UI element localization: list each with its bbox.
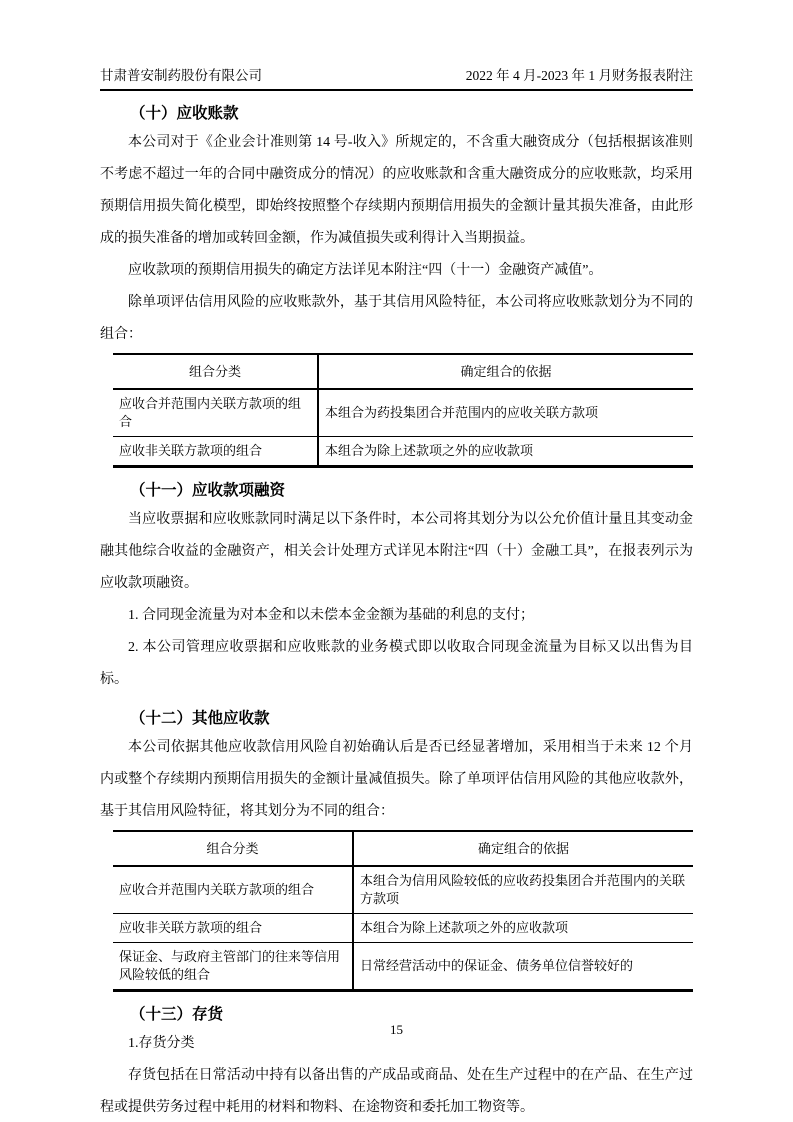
report-title: 2022 年 4 月-2023 年 1 月财务报表附注 <box>465 68 693 83</box>
list-item: 2. 本公司管理应收票据和应收账款的业务模式即以收取合同现金流量为目标又以出售为目标。 <box>100 640 693 687</box>
column-header: 组合分类 <box>113 354 318 389</box>
table-cell: 应收合并范围内关联方款项的组合 <box>113 389 318 437</box>
table-cell: 日常经营活动中的保证金、债务单位信誉较好的 <box>360 958 634 973</box>
table-header-row <box>113 831 693 866</box>
table-cell: 应收合并范围内关联方款项的组合 <box>113 866 353 914</box>
column-header: 确定组合的依据 <box>318 354 693 389</box>
paragraph: 本公司对于《企业会计准则第 14 号-收入》所规定的，不含重大融资成分（包括根据该准则不考虑不超过一年的合同中融资成分的情况）的应收账款和含重大融资成分的应收账款，均采用预期信用损失简化模型，即始终按照整个存续期内预期信用损失的金额计量其损失准备，由此形成的损失准备的增加或转回金额，作为减值损失或利得计入当期损益。 <box>100 135 693 246</box>
sub-heading-inventory-classification: 1.存货分类 <box>128 1036 195 1051</box>
list-item: 1. 合同现金流量为对本金和以未偿本金金额为基础的利息的支付； <box>128 608 534 623</box>
table-cell: 本组合为信用风险较低的应收药投集团合并范围内的关联方款项 <box>353 866 693 914</box>
paragraph: 存货包括在日常活动中持有以备出售的产成品或商品、处在生产过程中的在产品、在生产过程或提供劳务过程中耗用的材料和物料、在途物资和委托加工物资等。 <box>100 1068 693 1115</box>
paragraph: 当应收票据和应收账款同时满足以下条件时，本公司将其划分为以公允价值计量且其变动金融其他综合收益的金融资产，相关会计处理方式详见本附注“四（十）金融工具”，在报表列示为应收款项融资。 <box>100 512 693 591</box>
paragraph: 本公司依据其他应收款信用风险自初始确认后是否已经显著增加，采用相当于未来 12 个月内或整个存续期内预期信用损失的金额计量减值损失。除了单项评估信用风险的其他应收款外，基于其信用风险特征，将其划分为不同的组合： <box>100 740 693 819</box>
running-header <box>100 68 693 91</box>
table-header-row <box>113 354 693 389</box>
table-cell: 本组合为药投集团合并范围内的应收关联方款项 <box>318 389 693 437</box>
table-cell: 本组合为除上述款项之外的应收款项 <box>353 914 693 943</box>
table-cell: 本组合为除上述款项之外的应收款项 <box>325 443 534 458</box>
page-number: 15 <box>390 1022 403 1037</box>
section-heading-accounts-receivable: （十）应收账款 <box>130 105 239 122</box>
table-cell: 保证金、与政府主管部门的往来等信用风险较低的组合 <box>113 943 353 991</box>
paragraph: 应收款项的预期信用损失的确定方法详见本附注“四（十一）金融资产减值”。 <box>128 263 603 278</box>
section-heading-inventory: （十三）存货 <box>130 1006 224 1023</box>
table-row <box>113 943 693 991</box>
table-row <box>113 437 693 467</box>
other-receivables-grouping-table <box>113 830 693 992</box>
receivables-grouping-table <box>113 353 693 468</box>
paragraph: 除单项评估信用风险的应收账款外，基于其信用风险特征，本公司将应收账款划分为不同的组合： <box>100 295 693 342</box>
table-cell: 应收非关联方款项的组合 <box>113 914 353 943</box>
table-row <box>113 866 693 914</box>
column-header: 组合分类 <box>113 831 353 866</box>
column-header: 确定组合的依据 <box>353 831 693 866</box>
table-row <box>113 914 693 943</box>
section-heading-other-receivables: （十二）其他应收款 <box>130 710 270 727</box>
table-row <box>113 389 693 437</box>
company-name: 甘肃普安制药股份有限公司 <box>100 68 262 83</box>
section-heading-receivables-financing: （十一）应收款项融资 <box>130 482 286 499</box>
table-cell: 应收非关联方款项的组合 <box>113 437 318 467</box>
